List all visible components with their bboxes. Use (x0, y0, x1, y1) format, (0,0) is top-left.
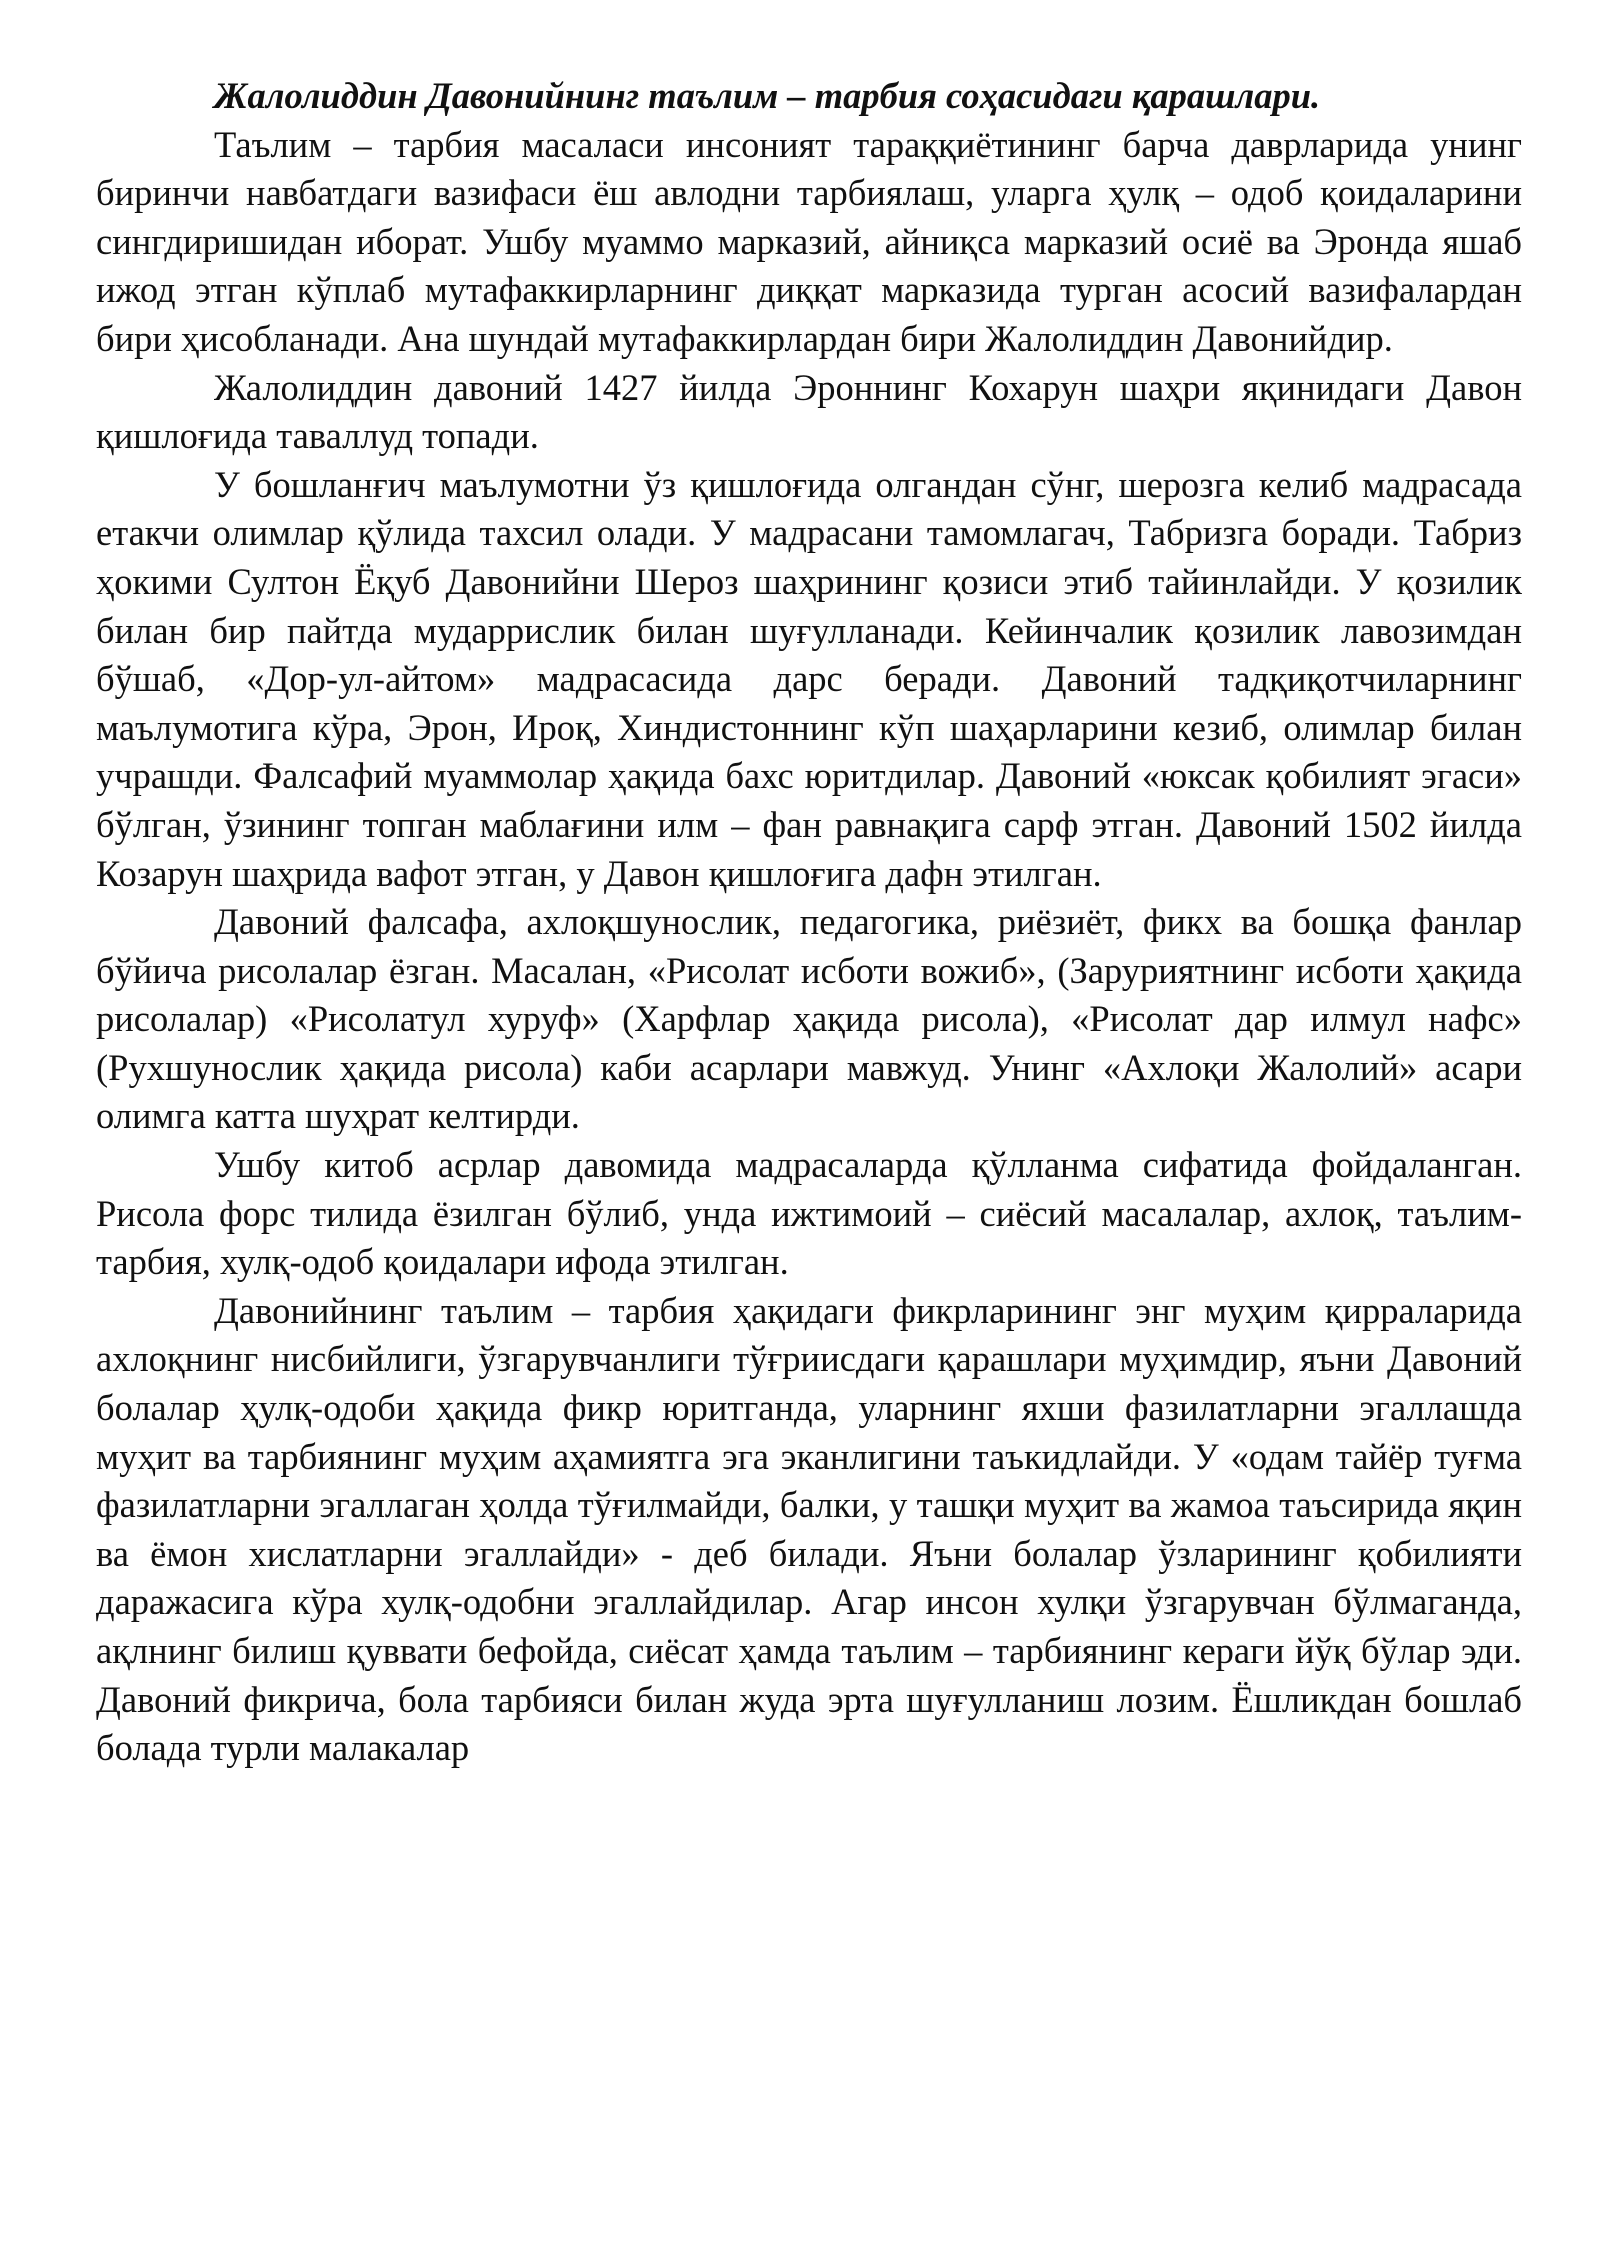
paragraph-birth: Жалолиддин давоний 1427 йилда Эроннинг Кохарун шаҳри яқинидаги Давон қишлоғида таваллуд топади. (96, 366, 1522, 457)
paragraph-book: Ушбу китоб асрлар давомида мадрасаларда қўлланма сифатида фойдаланган. Рисола форс тилида ёзилган бўлиб, унда ижтимоий – сиёсий масалалар, ахлоқ, таълим-тарбия, хулқ-одоб қоидалари ифода этилган. (96, 1144, 1522, 1283)
document-page (96, 72, 1522, 1773)
paragraph-views: Давонийнинг таълим – тарбия ҳақидаги фикрларининг энг муҳим қирраларида ахлоқнинг нисбийлиги, ўзгарувчанлиги тўғриисдаги қарашлари муҳимдир, яъни Давоний болалар ҳулқ-одоби ҳақида фикр юритганда, уларнинг яхши фазилатларни эгаллашда муҳит ва тарбиянинг муҳим аҳамиятга эга эканлигини таъкидлайди. У «одам тайёр туғма фазилатларни эгаллаган ҳолда тўғилмайди, балки, у ташқи муҳит ва жамоа таъсирида яқин ва ёмон хислатларни эгаллайди» - деб билади. Яъни болалар ўзларининг қобилияти даражасига кўра хулқ-одобни эгаллайдилар. Агар инсон хулқи ўзгарувчан бўлмаганда, ақлнинг билиш қуввати бефойда, сиёсат ҳамда таълим – тарбиянинг кераги йўқ бўлар эди. Давоний фикрича, бола тарбияси билан жуда эрта шуғулланиш лозим. Ёшликдан бошлаб болада турли малакалар (96, 1289, 1522, 1769)
paragraph-biography: У бошланғич маълумотни ўз қишлоғида олгандан сўнг, шерозга келиб мадрасада етакчи олимлар қўлида тахсил олади. У мадрасани тамомлагач, Табризга боради. Табриз ҳокими Султон Ёқуб Давонийни Шероз шаҳрининг қозиси этиб тайинлайди. У қозилик билан бир пайтда мударрислик билан шуғулланади. Кейинчалик қозилик лавозимдан бўшаб, «Дор-ул-айтом» мадрасасида дарс беради. Давоний тадқиқотчиларнинг маълумотига кўра, Эрон, Ироқ, Хиндистоннинг кўп шаҳарларини кезиб, олимлар билан учрашди. Фалсафий муаммолар ҳақида бахс юритдилар. Давоний «юксак қобилият эгаси» бўлган, ўзининг топган маблағини илм – фан равнақига сарф этган. Давоний 1502 йилда Козарун шаҳрида вафот этган, у Давон қишлоғига дафн этилган. (96, 463, 1522, 894)
paragraph-works: Давоний фалсафа, ахлоқшунослик, педагогика, риёзиёт, фикх ва бошқа фанлар бўйича рисолалар ёзган. Масалан, «Рисолат исботи вожиб», (Заруриятнинг исботи ҳақида рисолалар) «Рисолатул хуруф» (Харфлар ҳақида рисола), «Рисолат дар илмул нафс» (Рухшунослик ҳақида рисола) каби асарлари мавжуд. Унинг «Ахлоқи Жалолий» асари олимга катта шуҳрат келтирди. (96, 901, 1522, 1137)
paragraph-intro: Таълим – тарбия масаласи инсоният тараққиётининг барча даврларида унинг биринчи навбатдаги вазифаси ёш авлодни тарбиялаш, уларга ҳулқ – одоб қоидаларини сингдиришидан иборат. Ушбу муаммо марказий, айниқса марказий осиё ва Эронда яшаб ижод этган кўплаб мутафаккирларнинг диққат марказида турган асосий вазифалардан бири ҳисобланади. Ана шундай мутафаккирлардан бири Жалолиддин Давонийдир. (96, 123, 1522, 359)
document-title: Жалолиддин Давонийнинг таълим – тарбия соҳасидаги қарашлари. (214, 75, 1321, 116)
